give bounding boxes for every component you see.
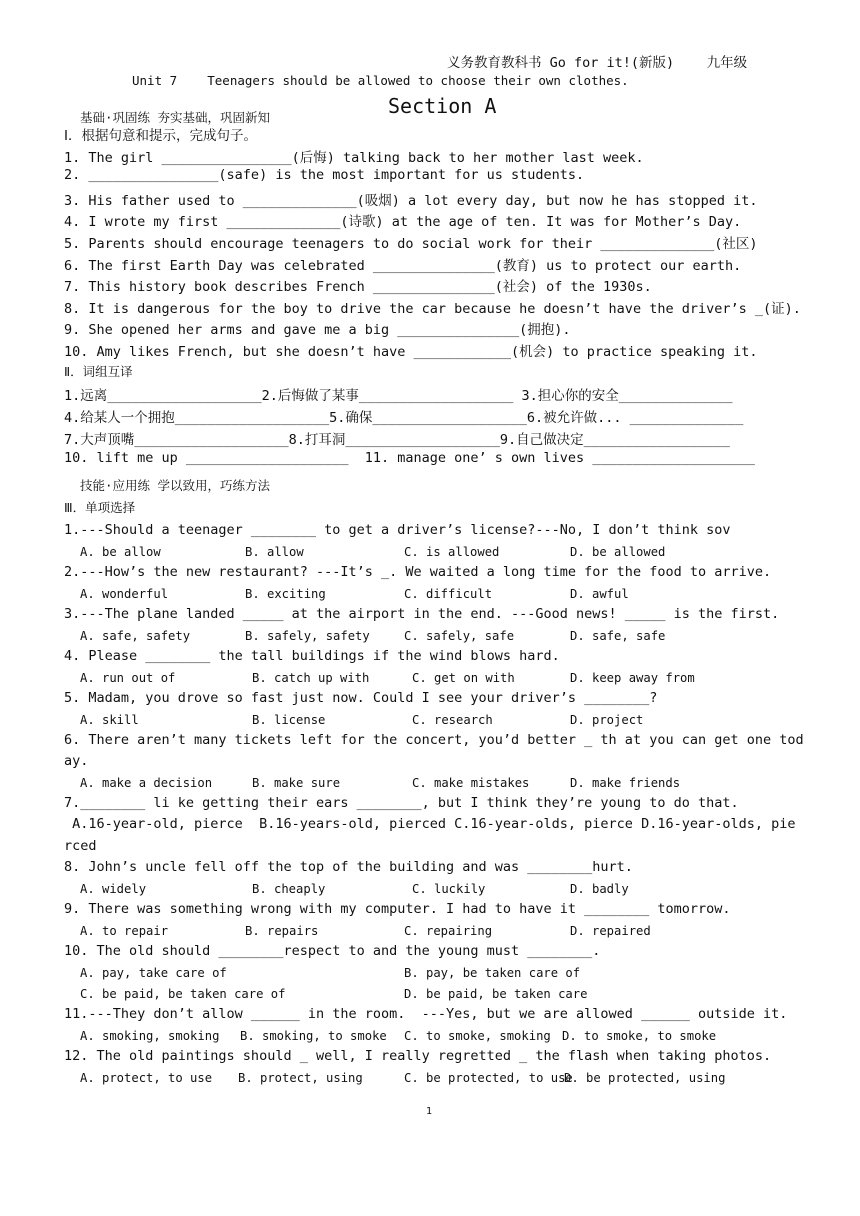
answer-option[interactable]: A. to repair: [80, 924, 169, 938]
option-row: [64, 585, 844, 606]
part-1-item: 10. Amy likes French, but she doesn’t have ____________(机会) to practice speaking it.: [64, 343, 758, 360]
answer-option[interactable]: A. run out of: [80, 671, 176, 685]
question-stem: 10. The old should ________respect to and the young must ________.: [64, 943, 601, 959]
answer-option[interactable]: D. make friends: [570, 776, 681, 790]
answer-option[interactable]: B. smoking, to smoke: [240, 1029, 387, 1043]
part-1: [64, 124, 844, 362]
answer-option[interactable]: C. is allowed: [404, 545, 500, 559]
practice-skill-heading: 技能·应用练 学以致用，巧练方法: [80, 478, 271, 493]
answer-option[interactable]: D. badly: [570, 882, 629, 896]
part-1-item: 9. She opened her arms and gave me a big _______________(拥抱).: [64, 322, 571, 339]
answer-option[interactable]: B. exciting: [245, 587, 326, 601]
answer-option[interactable]: D. keep away from: [570, 671, 695, 685]
answer-option[interactable]: C. get on with: [412, 671, 515, 685]
answer-option[interactable]: B. pay, be taken care of: [404, 966, 581, 980]
question-stem: 11.---They don’t allow ______ in the room. ---Yes, but we are allowed ______ outside it.: [64, 1006, 788, 1022]
part-1-item: 7. This history book describes French _______________(社会) of the 1930s.: [64, 279, 652, 296]
answer-option[interactable]: B. catch up with: [252, 671, 370, 685]
answer-option[interactable]: A. widely: [80, 882, 147, 896]
answer-option[interactable]: A. wonderful: [80, 587, 169, 601]
answer-option[interactable]: C. research: [412, 713, 493, 727]
answer-options-line: A.16-year-old, pierce B.16-years-old, pierced C.16-year-olds, pierce D.16-year-olds, pie: [64, 816, 796, 832]
question-stem: 1.---Should a teenager ________ to get a driver’s license?---No, I don’t think sov: [64, 522, 731, 538]
question-stem: 3.---The plane landed _____ at the airport in the end. ---Good news! _____ is the first.: [64, 606, 780, 622]
option-row: [64, 1027, 844, 1048]
option-row: [64, 711, 844, 732]
answer-option[interactable]: D. be protected, using: [564, 1071, 726, 1085]
part-1-item: 2. ________________(safe) is the most important for us students.: [64, 167, 585, 184]
question-stem: 2.---How’s the new restaurant? ---It’s _. We waited a long time for the food to arrive.: [64, 564, 772, 580]
answer-option[interactable]: B. protect, using: [238, 1071, 363, 1085]
option-row: [64, 1069, 844, 1090]
question-stem: 12. The old paintings should _ well, I really regretted _ the flash when taking photos.: [64, 1048, 772, 1064]
question-stem: 7.________ li ke getting their ears ________, but I think they’re young to do that.: [64, 795, 739, 811]
option-row: [64, 880, 844, 901]
phrase-row: 10. lift me up ____________________ 11. manage one’ s own lives ____________________: [64, 450, 755, 466]
answer-option[interactable]: D. repaired: [570, 924, 651, 938]
practice-basic-heading: 基础·巩固练 夯实基础，巩固新知: [80, 110, 271, 125]
answer-option[interactable]: C. be paid, be taken care of: [80, 987, 286, 1001]
question-stem: ay.: [64, 753, 89, 769]
option-row: [64, 985, 844, 1006]
answer-option[interactable]: D. awful: [570, 587, 629, 601]
part-1-item: 1. The girl ________________(后悔) talking back to her mother last week.: [64, 149, 644, 166]
question-stem: 8. John’s uncle fell off the top of the building and was ________hurt.: [64, 859, 633, 875]
part-3: [64, 498, 844, 1090]
part-2-title: Ⅱ．词组互译: [64, 364, 133, 379]
phrase-row: 1.远离___________________2.后悔做了某事___________________ 3.担心你的安全______________: [64, 388, 733, 404]
answer-option[interactable]: C. make mistakes: [412, 776, 530, 790]
answer-option[interactable]: D. be allowed: [570, 545, 666, 559]
option-row: [64, 669, 844, 690]
question-stem: 5. Madam, you drove so fast just now. Could I see your driver’s ________?: [64, 690, 658, 706]
answer-option[interactable]: C. difficult: [404, 587, 493, 601]
option-row: [64, 922, 844, 943]
answer-option[interactable]: A. pay, take care of: [80, 966, 227, 980]
option-row: [64, 543, 844, 564]
part-1-item: 8. It is dangerous for the boy to drive the car because he doesn’t have the driver’s _(证).: [64, 300, 801, 317]
answer-option[interactable]: C. repairing: [404, 924, 493, 938]
part-1-item: 6. The first Earth Day was celebrated _______________(教育) us to protect our earth.: [64, 257, 742, 274]
answer-option[interactable]: A. smoking, smoking: [80, 1029, 220, 1043]
answer-option[interactable]: D. to smoke, to smoke: [562, 1029, 717, 1043]
answer-option[interactable]: B. repairs: [245, 924, 319, 938]
page-number: 1: [426, 1106, 433, 1117]
phrase-row: 7.大声顶嘴___________________8.打耳洞___________________9.自己做决定__________________: [64, 432, 730, 448]
part-1-item: 5. Parents should encourage teenagers to do social work for their ______________(社区): [64, 235, 758, 252]
question-stem: 9. There was something wrong with my computer. I had to have it ________ tomorrow.: [64, 901, 731, 917]
option-row: [64, 964, 844, 985]
option-row: [64, 774, 844, 795]
series-header: 义务教育教科书 Go for it!(新版) 九年级: [447, 55, 748, 71]
part-3-title: Ⅲ．单项选择: [64, 500, 136, 515]
part-1-item: 4. I wrote my first ______________(诗歌) at the age of ten. It was for Mother’s Day.: [64, 214, 742, 231]
answer-option[interactable]: A. safe, safety: [80, 629, 191, 643]
question-stem: 6. There aren’t many tickets left for the concert, you’d better _ th at you can get one tod: [64, 732, 804, 748]
answer-option[interactable]: A. skill: [80, 713, 139, 727]
unit-title: Unit 7 Teenagers should be allowed to choose their own clothes.: [132, 73, 629, 88]
answer-option[interactable]: C. safely, safe: [404, 629, 515, 643]
answer-option[interactable]: C. luckily: [412, 882, 486, 896]
answer-option[interactable]: B. allow: [245, 545, 304, 559]
section-title: Section A: [388, 94, 497, 118]
part-1-title: Ⅰ．根据句意和提示，完成句子。: [64, 128, 257, 144]
part-1-item: 3. His father used to ______________(吸烟) a lot every day, but now he has stopped it.: [64, 192, 758, 209]
part-2: [64, 362, 844, 474]
answer-option[interactable]: B. license: [252, 713, 326, 727]
answer-option[interactable]: D. safe, safe: [570, 629, 666, 643]
answer-option[interactable]: A. protect, to use: [80, 1071, 213, 1085]
answer-option[interactable]: A. make a decision: [80, 776, 213, 790]
phrase-row: 4.给某人一个拥抱___________________5.确保___________________6.被允许做... ______________: [64, 410, 744, 426]
answer-option[interactable]: C. be protected, to use: [404, 1071, 573, 1085]
answer-option[interactable]: B. make sure: [252, 776, 341, 790]
answer-option[interactable]: C. to smoke, smoking: [404, 1029, 551, 1043]
answer-option[interactable]: D. be paid, be taken care: [404, 987, 588, 1001]
answer-option[interactable]: B. safely, safety: [245, 629, 370, 643]
question-stem: 4. Please ________ the tall buildings if the wind blows hard.: [64, 648, 560, 664]
option-row: [64, 627, 844, 648]
answer-option[interactable]: B. cheaply: [252, 882, 326, 896]
answer-option[interactable]: A. be allow: [80, 545, 161, 559]
answer-option[interactable]: D. project: [570, 713, 644, 727]
answer-options-line: rced: [64, 837, 97, 854]
